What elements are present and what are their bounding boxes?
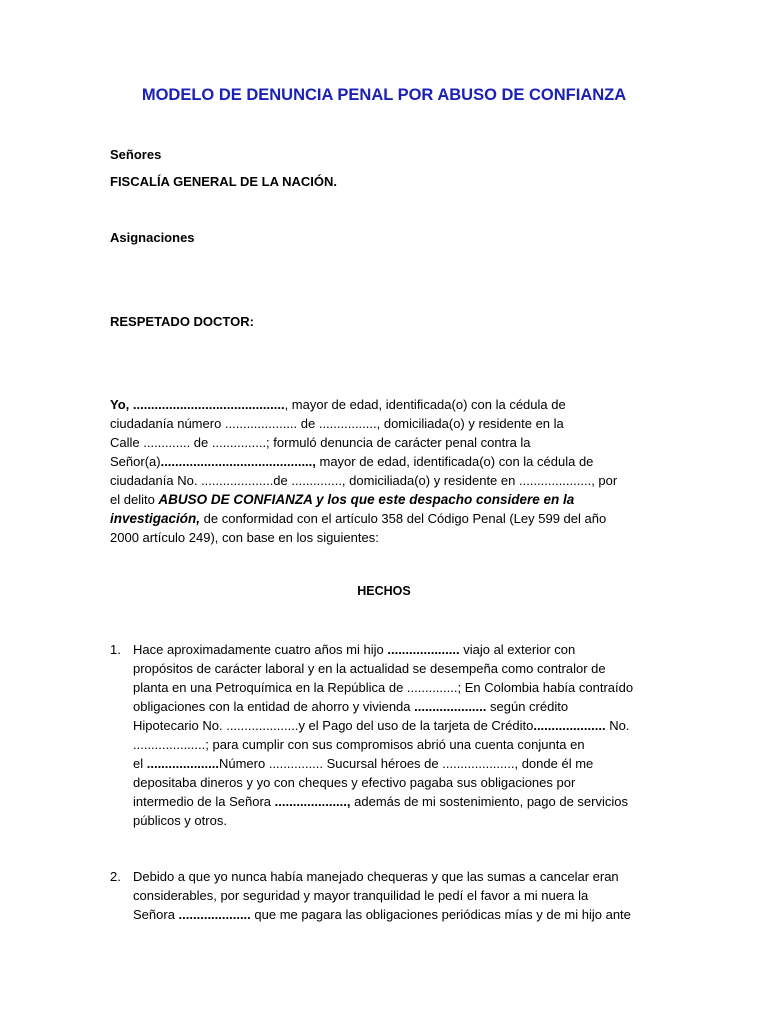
fact-text: No.: [605, 718, 630, 733]
recipient-salutation: Señores: [110, 147, 162, 162]
intro-text: el delito: [110, 492, 159, 507]
fact-text: que me pagara las obligaciones periódicas mías y de mi hijo ante: [250, 907, 631, 922]
fact-text: además de mi sostenimiento, pago de servicios: [350, 794, 628, 809]
fact-blank: ....................: [146, 756, 219, 771]
fact-text: Número ............... Sucursal héroes de ...................., donde él me: [218, 756, 594, 771]
intro-emphasis: investigación,: [110, 511, 201, 526]
recipient-entity: FISCALÍA GENERAL DE LA NACIÓN.: [110, 174, 338, 189]
fact-text: depositaba dineros y yo con cheques y efectivo pagaba sus obligaciones por: [133, 775, 576, 790]
fact-text: viajo al exterior con: [459, 642, 576, 657]
intro-text: ciudadanía número .................... de ................, domiciliada(o) y residente en la: [110, 416, 564, 431]
fact-text: públicos y otros.: [133, 813, 227, 828]
fact-text: intermedio de la Señora: [133, 794, 275, 809]
fact-number: 1.: [110, 642, 121, 657]
intro-text: , mayor de edad, identificada(o) con la cédula de: [284, 397, 566, 412]
fact-text: obligaciones con la entidad de ahorro y vivienda: [133, 699, 415, 714]
intro-text: Señor(a): [110, 454, 161, 469]
fact-text: propósitos de carácter laboral y en la actualidad se desempeña como contralor de: [133, 661, 606, 676]
fact-number: 2.: [110, 869, 121, 884]
fact-text: el: [133, 756, 147, 771]
document-title: MODELO DE DENUNCIA PENAL POR ABUSO DE CONFIANZA: [141, 86, 627, 104]
fact-text: planta en una Petroquímica en la República de ..............; En Colombia había contraído: [133, 680, 634, 695]
intro-text: 2000 artículo 249), con base en los siguientes:: [110, 530, 379, 545]
recipient-department: Asignaciones: [110, 230, 195, 245]
fact-text: considerables, por seguridad y mayor tranquilidad le pedí el favor a mi nuera la: [133, 888, 589, 903]
intro-name-blank: Yo, ..........................................: [110, 397, 285, 412]
fact-text: según crédito: [486, 699, 569, 714]
fact-text: Hace aproximadamente cuatro años mi hijo: [133, 642, 388, 657]
fact-text: Hipotecario No. ....................y el Pago del uso de la tarjeta de Crédito: [133, 718, 534, 733]
fact-text: ....................; para cumplir con sus compromisos abrió una cuenta conjunta en: [133, 737, 585, 752]
fact-blank: ....................: [178, 907, 251, 922]
section-heading-hechos: HECHOS: [357, 584, 411, 598]
intro-text: Calle ............. de ...............; formuló denuncia de carácter penal contra la: [110, 435, 531, 450]
greeting: RESPETADO DOCTOR:: [110, 314, 254, 329]
intro-blank: ..........................................,: [160, 454, 316, 469]
fact-blank: ....................,: [274, 794, 351, 809]
fact-text: Debido a que yo nunca había manejado chequeras y que las sumas a cancelar eran: [133, 869, 619, 884]
fact-text: Señora: [133, 907, 179, 922]
fact-blank: ....................: [533, 718, 606, 733]
intro-text: ciudadanía No. ....................de .............., domiciliada(o) y residente en ...................., por: [110, 473, 618, 488]
fact-blank: ....................: [414, 699, 487, 714]
intro-crime-emphasis: ABUSO DE CONFIANZA y los que este despacho considere en la: [158, 492, 575, 507]
intro-text: de conformidad con el artículo 358 del Código Penal (Ley 599 del año: [200, 511, 607, 526]
intro-text: mayor de edad, identificada(o) con la cédula de: [315, 454, 594, 469]
fact-blank: ....................: [387, 642, 460, 657]
